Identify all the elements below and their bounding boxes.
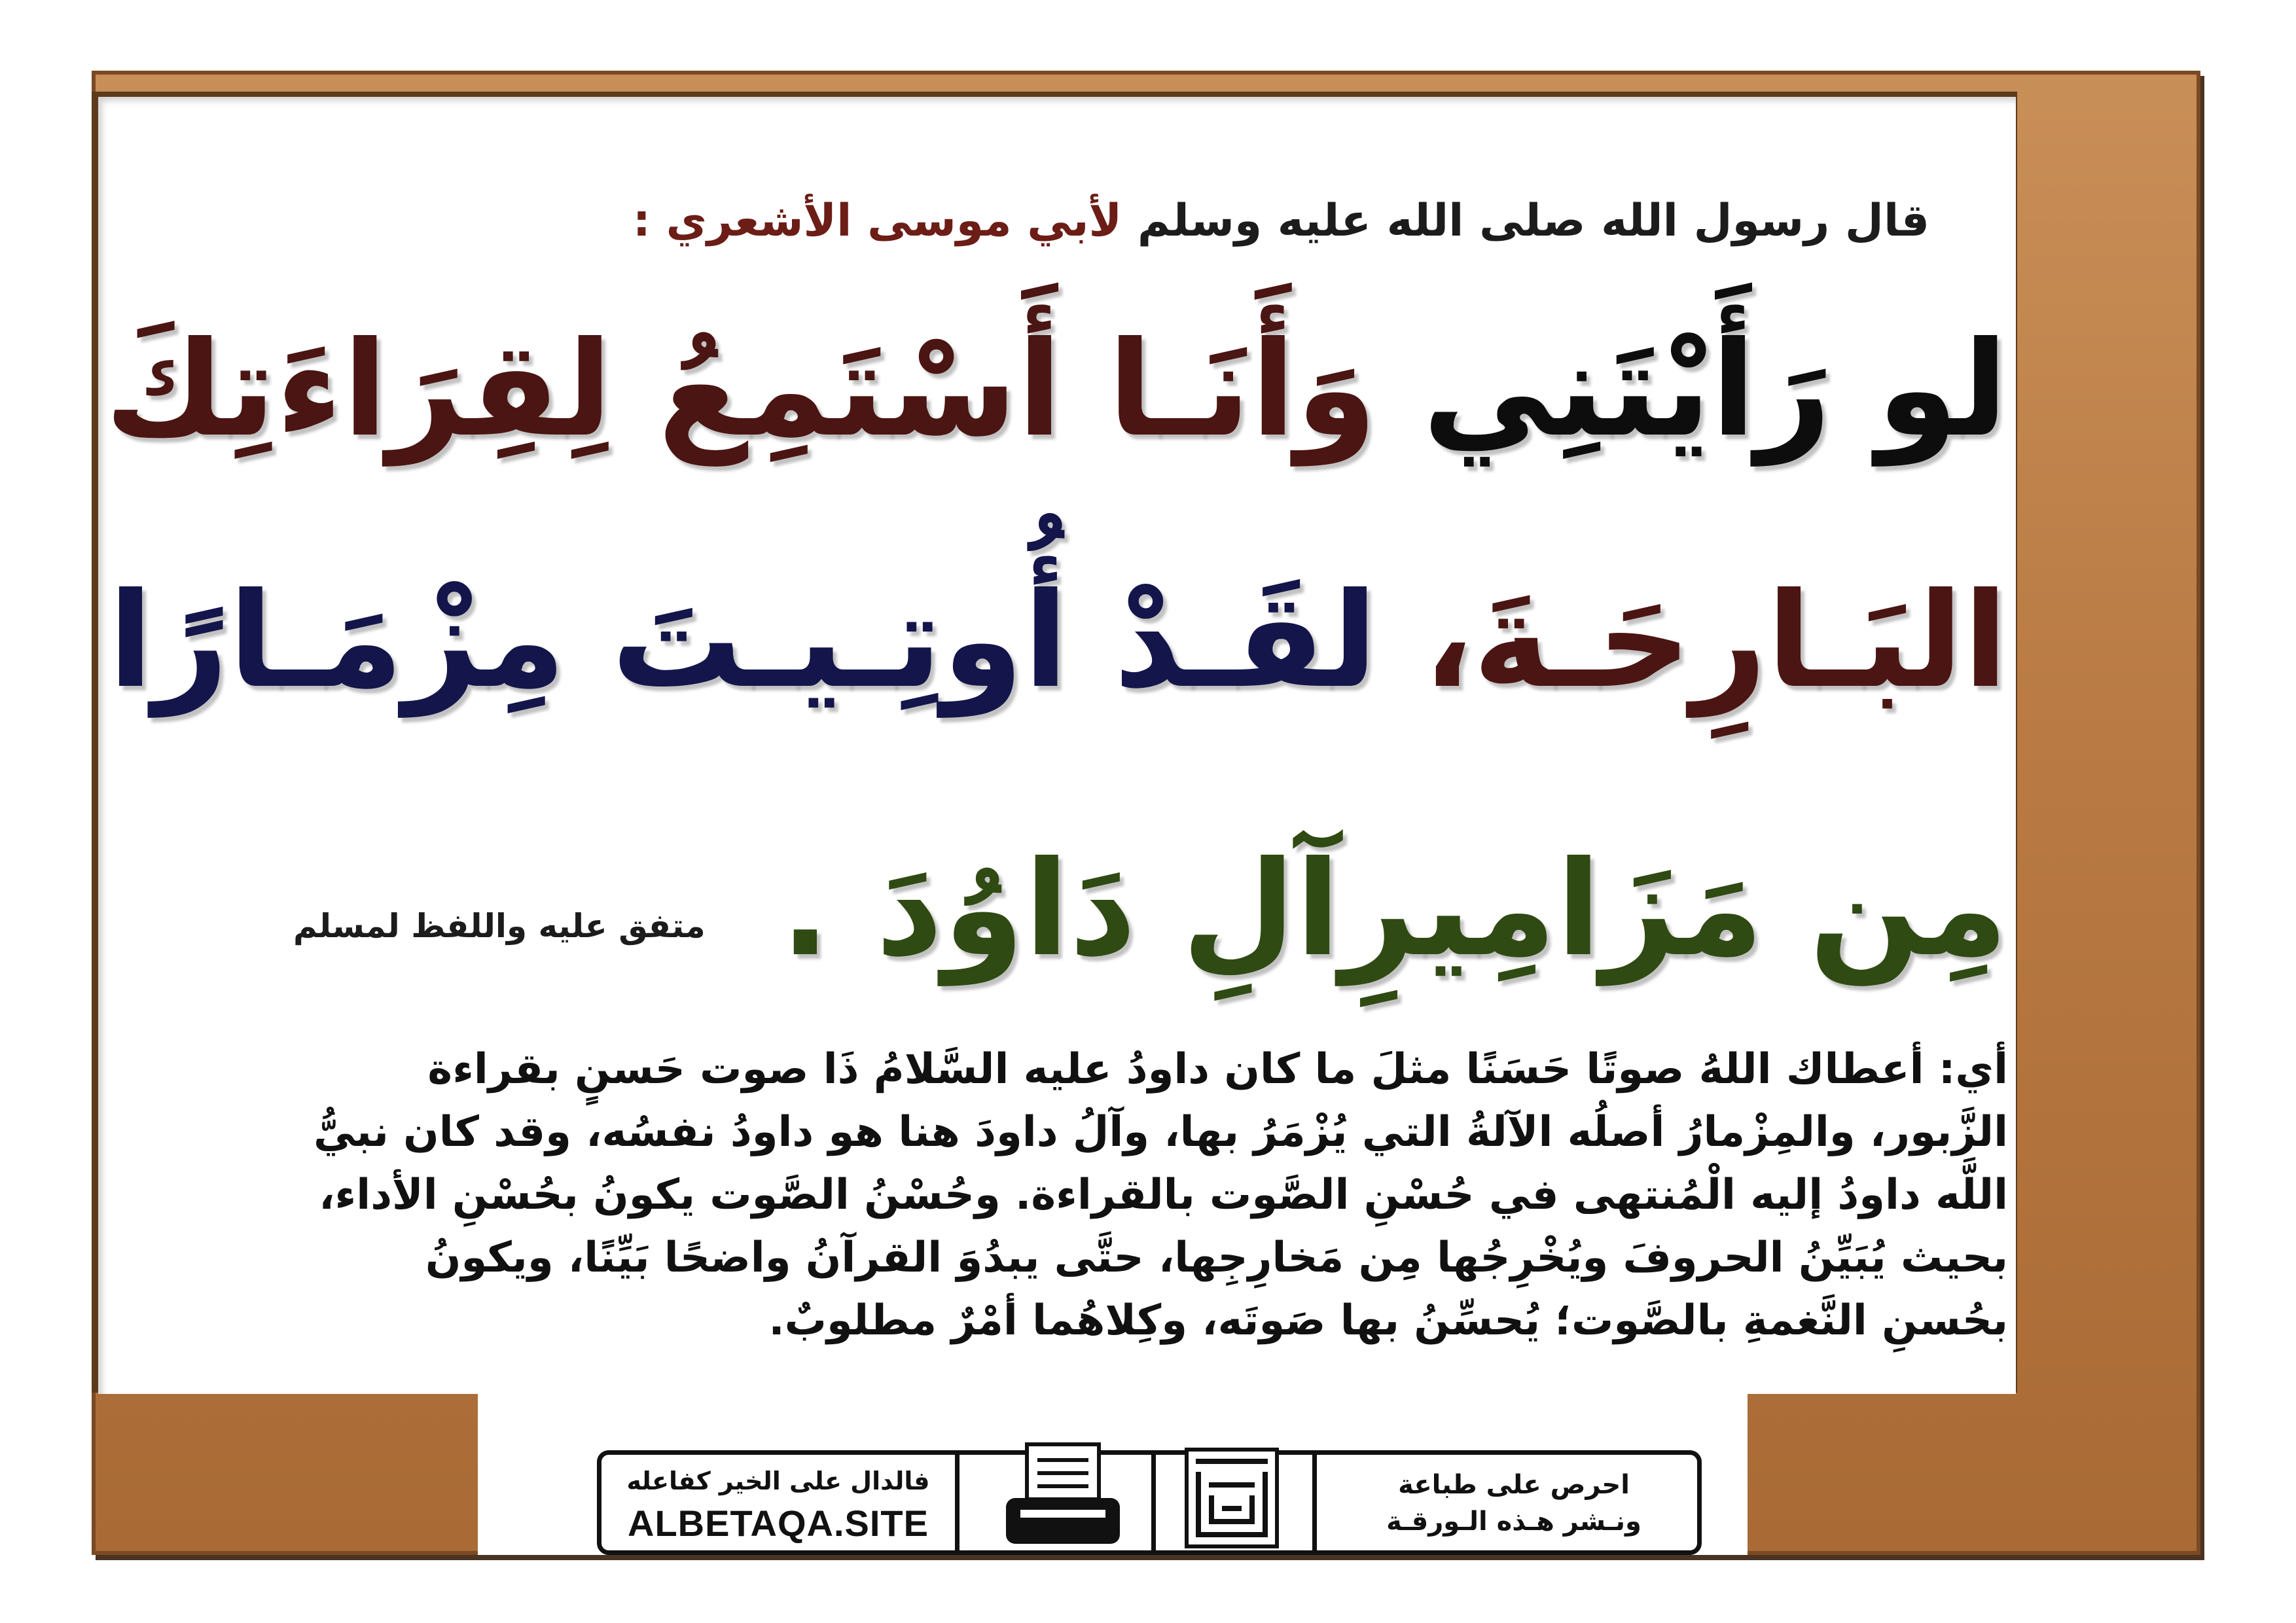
hadith-line-2 bbox=[108, 565, 2008, 717]
hadith-line-1 bbox=[104, 313, 2008, 466]
hadith-source: متفق عليه واللفظ لمسلم bbox=[293, 907, 706, 945]
hadith-line-3-text: مِن مَزَامِيرِآلِ دَاوُدَ . bbox=[780, 833, 2008, 986]
intro-narrator-name: لأبي موسى الأشعري : bbox=[632, 195, 1122, 247]
footer-divider-mid bbox=[1151, 1455, 1156, 1550]
footer-print-line-1: احرص على طباعة bbox=[1398, 1470, 1630, 1500]
hadith-line-2-part-b: لقَـدْ أُوتِـيـتَ مِزْمَـارًا bbox=[108, 565, 1378, 717]
footer-divider-left bbox=[955, 1455, 960, 1550]
footer-proverb: فالدال على الخير كفاعله bbox=[626, 1467, 930, 1495]
dawatuna-logo bbox=[1183, 1446, 1281, 1550]
footer-print-line-2: ونـشر هـذه الـورقـة bbox=[1386, 1507, 1641, 1537]
footer-left-block bbox=[615, 1455, 942, 1550]
printer-icon bbox=[1001, 1442, 1125, 1553]
hadith-line-1-part-a: لو رَأَيْتَنِي bbox=[1422, 313, 2008, 466]
hadith-intro bbox=[359, 195, 1929, 247]
hadith-explanation: أي: أعطاك اللهُ صوتًا حَسَنًا مثلَ ما كان داودُ عليه السَّلامُ ذَا صوت حَسنٍ بقراءة الزَّبور، والمِزْمارُ أصلُه الآلةُ التي يُزْمَرُ بها، وآلُ داودَ هنا هو داودُ نفسُه، وقد كان نبيُّ اللَّه داودُ إليه الْمُنتهى في حُسْنِ الصَّوت بالقراءة. وحُسْنُ الصَّوت يكونُ بحُسْنِ الأداء، بحيث يُبَيِّنُ الحروفَ ويُخْرِجُها مِن مَخارِجِها، حتَّى يبدُوَ القرآنُ واضحًا بَيِّنًا، ويكونُ بحُسنِ النَّغمةِ بالصَّوت؛ يُحسِّنُ بها صَوتَه، وكِلاهُما أمْرٌ مطلوبٌ. bbox=[313, 1045, 2008, 1345]
footer-banner bbox=[597, 1450, 1702, 1555]
footer-divider-right bbox=[1312, 1455, 1317, 1550]
intro-prefix: قال رسول الله صلى الله عليه وسلم bbox=[1137, 195, 1929, 247]
footer-right-block bbox=[1357, 1455, 1671, 1550]
hadith-line-2-part-a: البَـارِحَـةَ، bbox=[1377, 565, 2008, 717]
footer-site-link[interactable]: ALBETAQA.SITE bbox=[628, 1503, 929, 1544]
hadith-line-1-part-b: وَأَنَـا أَسْتَمِعُ لِقِرَاءَتِكَ bbox=[104, 313, 1423, 466]
